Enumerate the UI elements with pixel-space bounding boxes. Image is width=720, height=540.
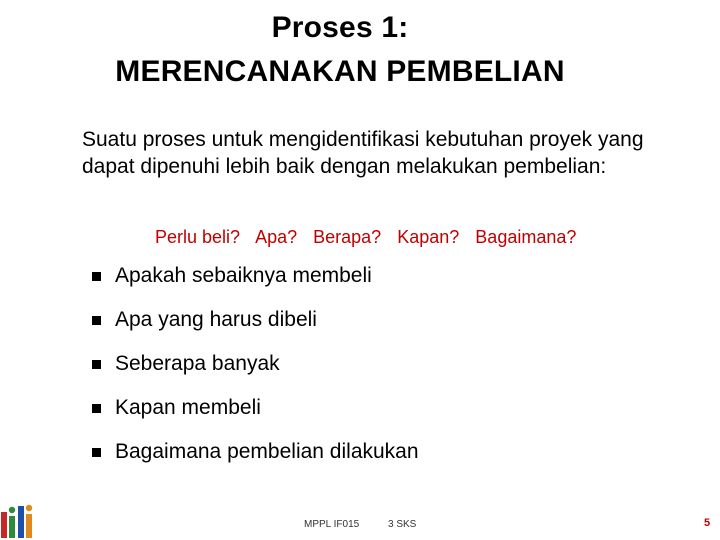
bullet-item	[92, 342, 419, 386]
square-bullet-icon	[92, 404, 101, 413]
logo-bar-green	[9, 516, 15, 538]
title-line-1: Proses 1:	[271, 11, 409, 44]
footer-sks: 3 SKS	[388, 519, 417, 530]
bullet-item	[92, 430, 419, 474]
bullet-item	[92, 298, 419, 342]
logo-dot-orange	[26, 505, 32, 511]
page-number: 5	[704, 517, 711, 529]
bullet-text: Apakah sebaiknya membeli	[115, 264, 372, 287]
question-apa: Apa?	[255, 227, 298, 247]
logo-dot-green	[9, 507, 15, 513]
square-bullet-icon	[92, 448, 101, 457]
question-kapan: Kapan?	[397, 227, 460, 247]
bullet-list	[92, 254, 419, 474]
bullet-text: Seberapa banyak	[115, 352, 280, 375]
bullet-item	[92, 254, 419, 298]
logo-bar-orange	[26, 514, 32, 538]
logo-bar-blue	[18, 506, 24, 538]
question-berapa: Berapa?	[313, 227, 382, 247]
square-bullet-icon	[92, 316, 101, 325]
square-bullet-icon	[92, 272, 101, 281]
bullet-text: Kapan membeli	[115, 396, 261, 419]
question-bagaimana: Bagaimana?	[475, 227, 577, 247]
slide-title	[0, 6, 680, 94]
institution-logo-icon	[0, 502, 34, 540]
bullet-text: Bagaimana pembelian dilakukan	[115, 440, 419, 463]
intro-paragraph: Suatu proses untuk mengidentifikasi kebutuhan proyek yang dapat dipenuhi lebih baik dengan melakukan pembelian:	[82, 128, 644, 178]
question-list	[155, 224, 587, 250]
footer-course-code: MPPL IF015	[304, 519, 360, 530]
title-line-2: MERENCANAKAN PEMBELIAN	[115, 55, 565, 88]
square-bullet-icon	[92, 360, 101, 369]
logo-bar-red	[1, 512, 7, 538]
bullet-item	[92, 386, 419, 430]
bullet-text: Apa yang harus dibeli	[115, 308, 317, 331]
question-perlu-beli: Perlu beli?	[155, 227, 241, 247]
